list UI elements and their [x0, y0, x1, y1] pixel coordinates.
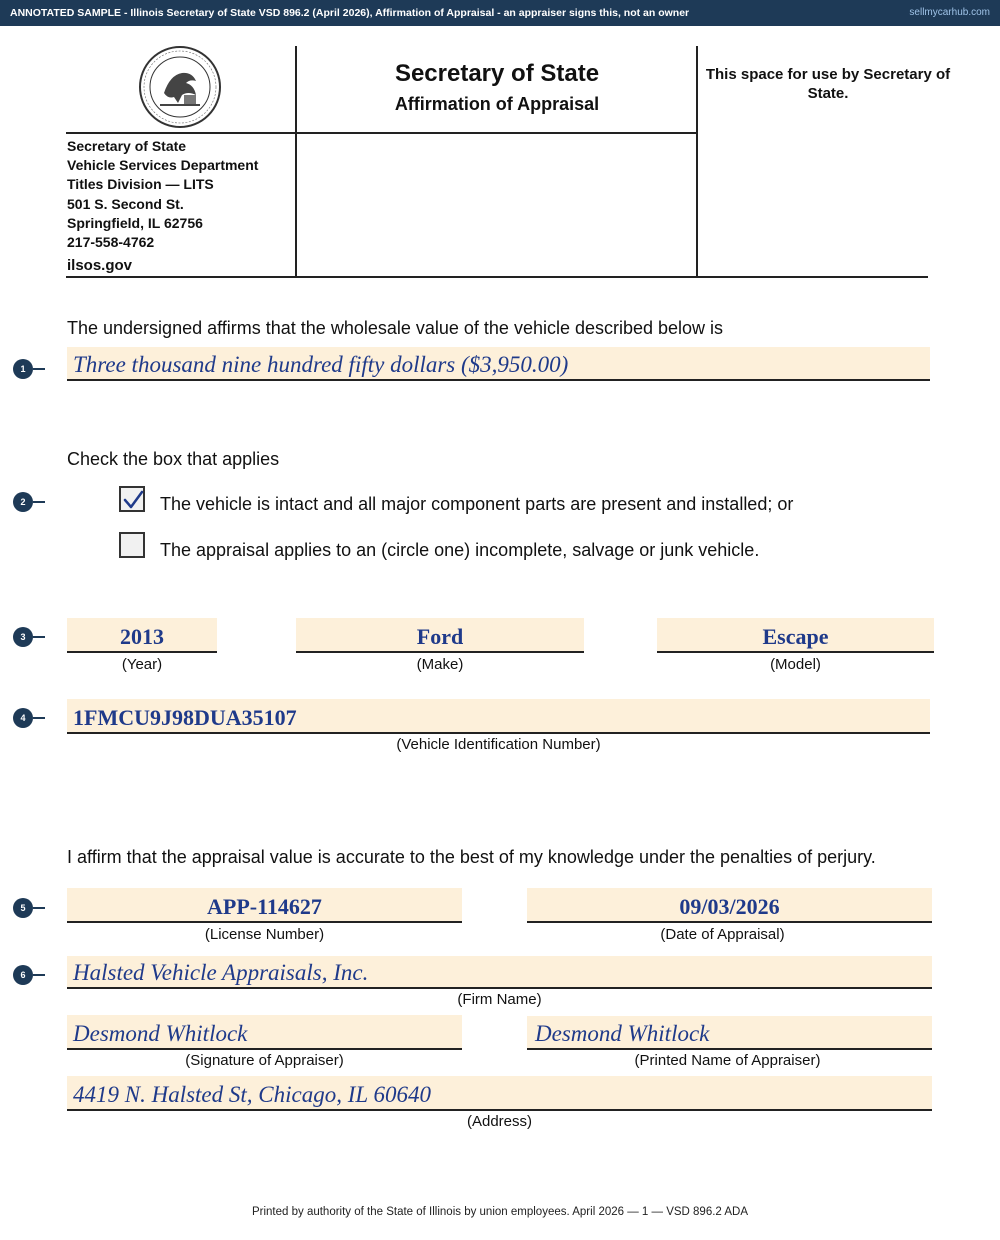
address-line: Secretary of State	[67, 138, 187, 154]
printed-name-caption: (Printed Name of Appraiser)	[634, 1052, 821, 1069]
vin-caption: (Vehicle Identification Number)	[396, 736, 601, 753]
address-field[interactable]	[67, 1076, 932, 1111]
top-banner	[0, 0, 1000, 26]
license-caption: (License Number)	[204, 926, 325, 943]
address-line: Titles Division — LITS	[67, 176, 214, 193]
wholesale-value-field[interactable]	[67, 347, 930, 381]
license-value: APP-114627	[207, 894, 322, 919]
model-value: Escape	[762, 624, 829, 649]
appraisal-date-field[interactable]	[527, 888, 932, 923]
website-link[interactable]: ilsos.gov	[67, 257, 133, 275]
banner-source: sellmycarhub.com	[909, 7, 990, 18]
banner-text: ANNOTATED SAMPLE - Illinois Secretary of State VSD 896.2 (April 2026), Affirmation of Appraisal - an appraiser signs this, not an owner	[10, 7, 690, 19]
callout-marker: 3	[13, 627, 33, 647]
printed-name-field[interactable]	[527, 1016, 932, 1050]
header-divider-mid	[66, 132, 698, 134]
callout-marker: 1	[13, 359, 33, 379]
year-caption: (Year)	[121, 656, 163, 673]
option-salvage-label: The appraisal applies to an (circle one) incomplete, salvage or junk vehicle.	[160, 540, 760, 560]
callout-marker: 4	[13, 708, 33, 728]
signature-caption: (Signature of Appraiser)	[185, 1052, 344, 1069]
address-caption: (Address)	[466, 1113, 533, 1130]
make-value: Ford	[416, 624, 464, 649]
callout-marker: 5	[13, 898, 33, 918]
checkmark-icon	[122, 489, 144, 511]
model-field[interactable]	[657, 618, 934, 653]
intact-checkbox[interactable]	[119, 486, 145, 512]
header-divider-right	[696, 46, 698, 277]
printed-name-value: Desmond Whitlock	[535, 1021, 710, 1046]
statement-intro: The undersigned affirms that the wholesale value of the vehicle described below is	[67, 318, 724, 338]
address-line: Springfield, IL 62756	[67, 214, 203, 231]
address-line: Vehicle Services Department	[67, 157, 259, 174]
firm-name-value: Halsted Vehicle Appraisals, Inc.	[73, 960, 369, 985]
address-value: 4419 N. Halsted St, Chicago, IL 60640	[73, 1082, 432, 1107]
sos-use-note: This space for use by Secretary of State.	[705, 66, 951, 102]
wholesale-value: Three thousand nine hundred fifty dollars ($3,950.00)	[73, 352, 569, 377]
check-heading: Check the box that applies	[67, 449, 280, 469]
address-line: 217-558-4762	[67, 234, 155, 251]
firm-name-field[interactable]	[67, 956, 932, 989]
address-line: 501 S. Second St.	[67, 195, 184, 212]
callout-marker: 6	[13, 965, 33, 985]
make-caption: (Make)	[416, 656, 464, 673]
year-field[interactable]	[67, 618, 217, 653]
vin-field[interactable]	[67, 699, 930, 734]
department-address	[67, 137, 258, 275]
option-intact-label: The vehicle is intact and all major component parts are present and installed; or	[160, 494, 794, 514]
year-value: 2013	[120, 624, 164, 649]
salvage-checkbox[interactable]	[119, 532, 145, 558]
vin-value: 1FMCU9J98DUA35107	[73, 705, 297, 730]
appraisal-date-caption: (Date of Appraisal)	[660, 926, 785, 943]
affirmation-text: I affirm that the appraisal value is accurate to the best of my knowledge under the penalties of perjury.	[67, 847, 876, 867]
appraisal-date-value: 09/03/2026	[679, 894, 780, 919]
form-subtitle: Affirmation of Appraisal	[394, 94, 600, 114]
state-seal-icon	[138, 45, 222, 129]
license-field[interactable]	[67, 888, 462, 923]
callout-marker: 2	[13, 492, 33, 512]
signature-value: Desmond Whitlock	[73, 1021, 248, 1046]
model-caption: (Model)	[770, 656, 821, 673]
make-field[interactable]	[296, 618, 584, 653]
header-bottom-rule	[66, 276, 928, 278]
form-title: Secretary of State	[394, 60, 600, 87]
firm-name-caption: (Firm Name)	[457, 991, 542, 1008]
signature-field[interactable]	[67, 1015, 462, 1050]
footer-text: Printed by authority of the State of Illinois by union employees. April 2026 — 1 — VSD 896.2 ADA	[251, 1206, 749, 1218]
header-divider-left	[295, 46, 297, 277]
